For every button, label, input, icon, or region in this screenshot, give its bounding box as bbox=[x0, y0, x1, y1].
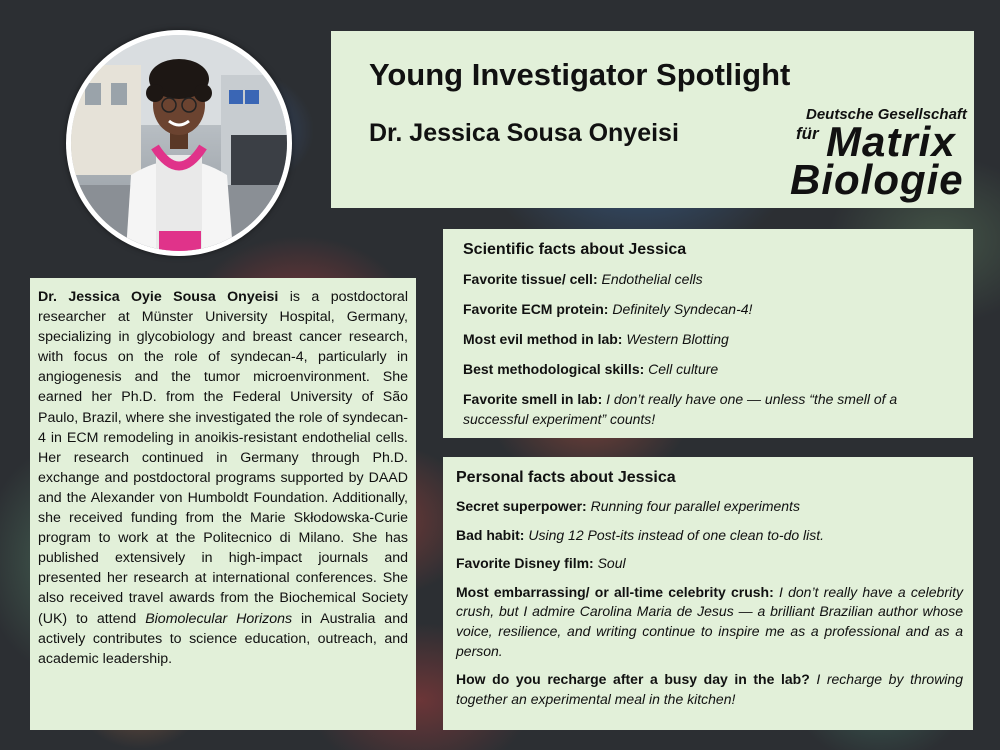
fact-question: Favorite Disney film: bbox=[456, 555, 594, 572]
fact-question: Favorite ECM protein: bbox=[463, 301, 609, 317]
fact-answer: I don’t really have a celebrity crush, but I admire Carolina Maria de Jesus — a brilliant Brazilian author whose voice, resilience, and writing continue to inspire me as a professional and as a person. bbox=[456, 583, 963, 659]
scientific-facts-panel bbox=[443, 229, 973, 438]
logo-line-1: Deutsche Gesellschaft bbox=[806, 106, 967, 123]
fact-answer: I don’t really have one — unless “the smell of a successful experiment” counts! bbox=[463, 391, 898, 427]
portrait-photo bbox=[71, 35, 287, 251]
portrait-frame bbox=[66, 30, 292, 256]
fact-item bbox=[456, 526, 963, 546]
fact-answer: Using 12 Post-its instead of one clean to-do list. bbox=[528, 526, 825, 543]
biography-text bbox=[38, 287, 408, 669]
fact-question: How do you recharge after a busy day in the lab? bbox=[456, 671, 810, 688]
fact-answer: Endothelial cells bbox=[601, 271, 703, 287]
biography-panel bbox=[30, 278, 416, 730]
fact-question: Secret superpower: bbox=[456, 498, 587, 514]
fact-answer: Western Blotting bbox=[626, 331, 729, 347]
fact-item bbox=[456, 670, 963, 709]
bio-italic-title: Biomolecular Horizons bbox=[145, 610, 293, 627]
logo-line-3: Matrix bbox=[826, 118, 956, 165]
bio-text-part-2: in Australia and actively contributes to science education, outreach, and academic leadership. bbox=[38, 610, 408, 667]
logo-line-4: Biologie bbox=[790, 156, 964, 203]
fact-item bbox=[463, 299, 963, 319]
scientific-facts-heading: Scientific facts about Jessica bbox=[463, 241, 687, 258]
page-title: Young Investigator Spotlight bbox=[369, 57, 791, 92]
society-logo bbox=[786, 106, 971, 206]
fact-question: Most evil method in lab: bbox=[463, 331, 623, 347]
fact-item bbox=[456, 497, 963, 517]
fact-answer: I recharge by throwing together an experimental meal in the kitchen! bbox=[456, 671, 963, 707]
fact-question: Most embarrassing/ or all-time celebrity crush: bbox=[456, 583, 774, 600]
fact-item bbox=[456, 554, 963, 574]
fact-item bbox=[463, 329, 963, 349]
bio-text-part-1: is a postdoctoral researcher at Münster University Hospital, Germany, specializing in glycobiology and breast cancer research, with focus on the role of syndecan-4, particularly in angiogenesis and the tumor microenvironment. She earned her Ph.D. from the Federal University of São Paulo, Brazil, where she investigated the role of syndecan-4 in ECM remodeling in anoikis-resistant endothelial cells. Her research continued in Germany through Ph.D. exchange and postdoctoral programs supported by DAAD and the Alexander von Humboldt Foundation. Additionally, she received funding from the Marie Skłodowska-Curie program to work at the Politecnico di Milano. She has published extensively in high-impact journals and presented her research at international conferences. She also received travel awards from the Biochemical Society (UK) to attend bbox=[38, 289, 408, 627]
personal-facts-heading: Personal facts about Jessica bbox=[456, 469, 676, 486]
fact-answer: Definitely Syndecan-4! bbox=[612, 301, 753, 317]
investigator-name: Dr. Jessica Sousa Onyeisi bbox=[369, 119, 679, 147]
fact-item bbox=[463, 389, 963, 429]
fact-question: Favorite smell in lab: bbox=[463, 391, 603, 407]
fact-item bbox=[463, 269, 963, 289]
fact-item bbox=[463, 359, 963, 379]
fact-answer: Running four parallel experiments bbox=[590, 498, 800, 514]
fact-answer: Cell culture bbox=[648, 361, 719, 377]
fact-item bbox=[456, 583, 963, 661]
fact-answer: Soul bbox=[597, 555, 626, 572]
fact-question: Bad habit: bbox=[456, 526, 525, 543]
logo-line-2: für bbox=[796, 124, 819, 143]
bio-name: Dr. Jessica Oyie Sousa Onyeisi bbox=[38, 289, 279, 305]
fact-question: Favorite tissue/ cell: bbox=[463, 271, 598, 287]
personal-facts-panel bbox=[443, 457, 973, 730]
fact-question: Best methodological skills: bbox=[463, 361, 645, 377]
title-panel bbox=[331, 31, 974, 208]
